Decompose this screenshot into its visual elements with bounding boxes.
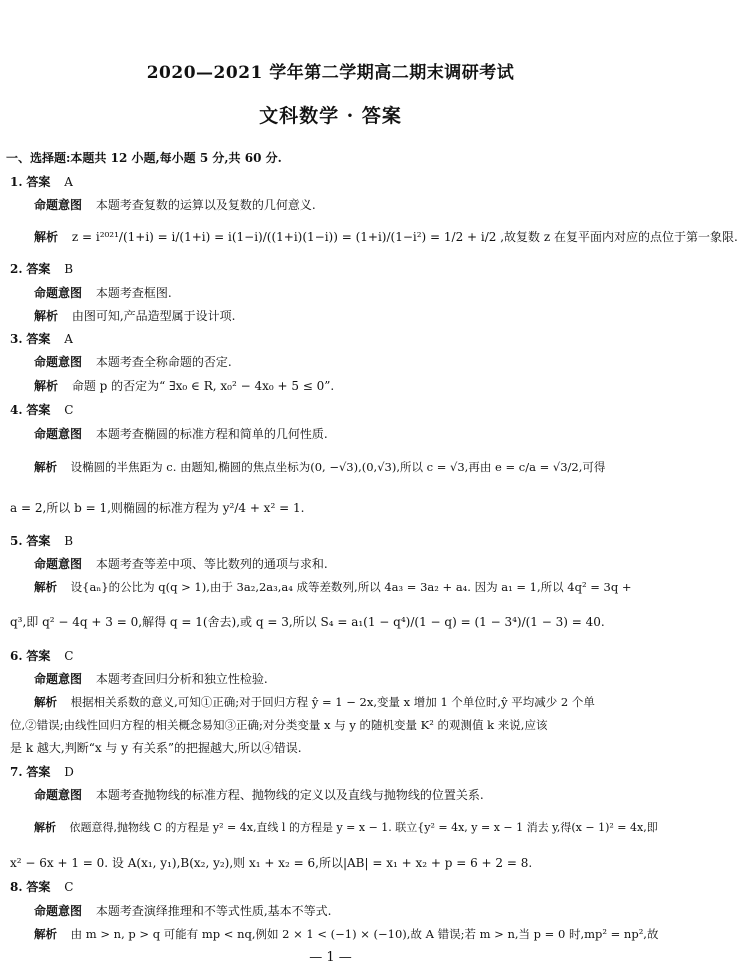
item-number: 3. [10,332,23,346]
analysis-text: 依题意得,抛物线 C 的方程是 y² = 4x,直线 l 的方程是 y = x − 1. 联立{y² = 4x, y = x − 1 消去 y,得(x − 1)² = 4x,即 [69,821,658,834]
answer-label: 答案 [26,880,51,894]
analysis-text: 设{aₙ}的公比为 q(q > 1),由于 3a₂,2a₃,a₄ 成等差数列,所以 4a₃ = 3a₂ + a₄. 因为 a₁ = 1,所以 4q² = 3q + [70,580,632,594]
item-number: 8. [10,880,23,894]
analysis-continuation-6a: 位,②错误;由线性回归方程的相关概念易知③正确;对分类变量 x 与 y 的随机变量 K² 的观测值 k 来说,应该 [10,718,548,732]
item-number: 1. [10,175,23,189]
analysis-label: 解析 [34,379,59,393]
answer-value: D [64,765,74,779]
analysis-line-3 [34,378,334,394]
analysis-label: 解析 [34,695,57,709]
answer-label: 答案 [26,332,51,346]
item-number: 2. [10,262,23,276]
item-number: 6. [10,649,23,663]
intent-label: 命题意图 [34,355,83,369]
analysis-text: 设椭圆的半焦距为 c. 由题知,椭圆的焦点坐标为(0, −√3),(0,√3),所以 c = √3,再由 e = c/a = √3/2,可得 [70,460,606,474]
answer-value: C [64,649,74,663]
answer-label: 答案 [26,403,51,417]
answer-line-4 [10,402,73,418]
intent-label: 命题意图 [34,904,83,918]
analysis-text: 由图可知,产品造型属于设计项. [71,309,236,323]
answer-value: C [64,880,74,894]
intent-text: 本题考查抛物线的标准方程、抛物线的定义以及直线与抛物线的位置关系. [95,788,484,802]
intent-label: 命题意图 [34,427,83,441]
analysis-label: 解析 [34,309,59,323]
analysis-line-8 [34,926,658,942]
page-title: 2020—2021 学年第二学期高二期末调研考试 [146,63,515,83]
analysis-line-6 [34,694,595,710]
answer-label: 答案 [26,534,51,548]
analysis-label: 解析 [34,580,57,594]
analysis-text: 由 m > n, p > q 可能有 mp < nq,例如 2 × 1 < (−1) × (−10),故 A 错误;若 m > n,当 p = 0 时,mp² = np²,故 [70,927,659,941]
section-heading: 一、选择题:本题共 12 小题,每小题 5 分,共 60 分. [6,151,282,165]
analysis-continuation-6b: 是 k 越大,判断“x 与 y 有关系”的把握越大,所以④错误. [10,741,302,755]
answer-line-2 [10,261,73,277]
analysis-line-4 [34,459,605,475]
intent-text: 本题考查回归分析和独立性检验. [95,672,268,686]
analysis-text: 根据相关系数的意义,可知①正确;对于回归方程 ŷ = 1 − 2x,变量 x 增加 1 个单位时,ŷ 平均减少 2 个单 [70,695,595,709]
answer-label: 答案 [26,175,51,189]
answer-value: B [64,262,74,276]
analysis-line-5 [34,579,632,595]
answer-line-8 [10,879,73,895]
analysis-label: 解析 [34,230,59,244]
analysis-continuation-7: x² − 6x + 1 = 0. 设 A(x₁, y₁),B(x₂, y₂),则 x₁ + x₂ = 6,所以|AB| = x₁ + x₂ + p = 6 + 2 = 8. [10,856,533,870]
answer-line-1 [10,174,73,190]
intent-label: 命题意图 [34,198,83,212]
intent-line-6 [34,671,268,687]
analysis-line-2 [34,308,235,324]
intent-line-3 [34,354,232,370]
answer-line-6 [10,648,73,664]
analysis-text: z = i²⁰²¹/(1+i) = i/(1+i) = i(1−i)/((1+i)(1−i)) = (1+i)/(1−i²) = 1/2 + i/2 ,故复数 z 在复平面内对应的点位于第一象限. [71,230,738,244]
answer-label: 答案 [26,262,51,276]
intent-line-1 [34,197,316,213]
answer-line-3 [10,331,73,347]
analysis-line-7 [34,820,658,836]
analysis-continuation-5: q³,即 q² − 4q + 3 = 0,解得 q = 1(舍去),或 q = 3,所以 S₄ = a₁(1 − q⁴)/(1 − q) = (1 − 3⁴)/(1 − 3) = 40. [10,615,605,629]
intent-line-4 [34,426,328,442]
item-number: 4. [10,403,23,417]
intent-text: 本题考查复数的运算以及复数的几何意义. [95,198,316,212]
intent-text: 本题考查框图. [95,286,172,300]
analysis-continuation-4: a = 2,所以 b = 1,则椭圆的标准方程为 y²/4 + x² = 1. [10,501,305,515]
answer-value: C [64,403,74,417]
intent-line-5 [34,556,328,572]
analysis-label: 解析 [34,460,57,474]
analysis-label: 解析 [34,927,57,941]
answer-value: B [64,534,74,548]
intent-text: 本题考查演绎推理和不等式性质,基本不等式. [95,904,332,918]
item-number: 5. [10,534,23,548]
intent-text: 本题考查全称命题的否定. [95,355,232,369]
analysis-text: 命题 p 的否定为“ ∃x₀ ∈ R, x₀² − 4x₀ + 5 ≤ 0”. [71,379,335,393]
answer-label: 答案 [26,765,51,779]
intent-label: 命题意图 [34,286,83,300]
answer-label: 答案 [26,649,51,663]
intent-line-8 [34,903,331,919]
intent-label: 命题意图 [34,672,83,686]
answer-value: A [64,175,73,189]
intent-text: 本题考查等差中项、等比数列的通项与求和. [95,557,328,571]
answer-line-7 [10,764,74,780]
answer-value: A [64,332,73,346]
intent-label: 命题意图 [34,557,83,571]
item-number: 7. [10,765,23,779]
analysis-line-1 [34,229,738,245]
page-subtitle: 文科数学 · 答案 [259,105,402,127]
intent-text: 本题考查椭圆的标准方程和简单的几何性质. [95,427,328,441]
analysis-label: 解析 [34,821,56,834]
page-number: — 1 — [309,950,352,965]
intent-label: 命题意图 [34,788,83,802]
answer-line-5 [10,533,73,549]
intent-line-7 [34,787,484,803]
intent-line-2 [34,285,172,301]
